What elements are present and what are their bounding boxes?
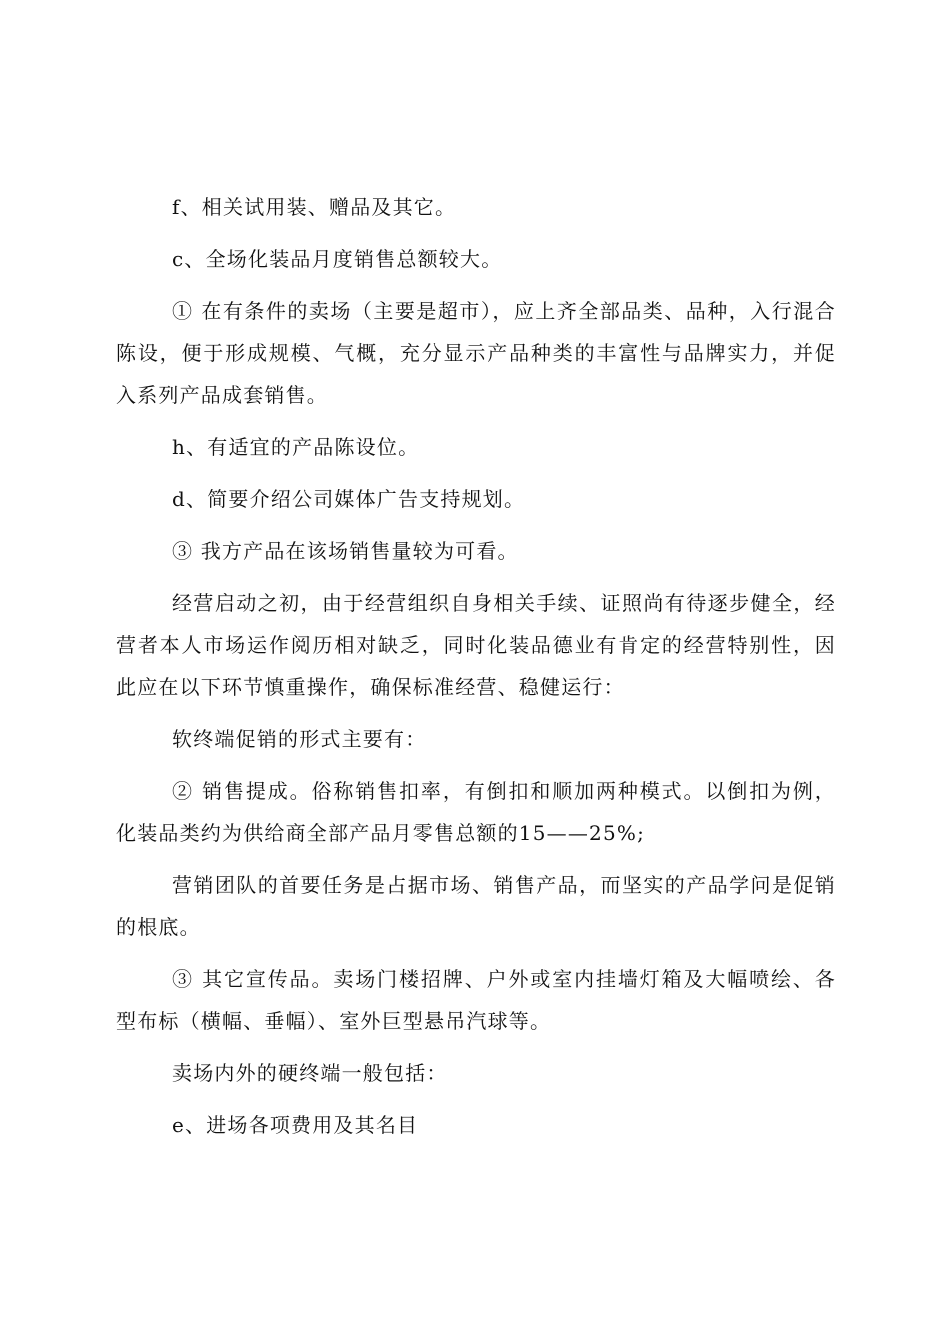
- paragraph: 软终端促销的形式主要有：: [172, 727, 427, 751]
- paragraph: e、进场各项费用及其名目: [172, 1113, 419, 1137]
- paragraph: d、简要介绍公司媒体广告支持规划。: [172, 487, 526, 511]
- paragraph: f、相关试用装、赠品及其它。: [172, 195, 457, 219]
- paragraph: h、有适宜的产品陈设位。: [172, 435, 420, 459]
- document-body: [116, 186, 836, 1156]
- paragraph: ② 销售提成。俗称销售扣率，有倒扣和顺加两种模式。以倒扣为例，化装品类约为供给商全部产品月零售总额的15——25%;: [116, 779, 836, 845]
- paragraph: 经营启动之初，由于经营组织自身相关手续、证照尚有待逐步健全，经营者本人市场运作阅历相对缺乏，同时化装品德业有肯定的经营特别性，因此应在以下环节慎重操作，确保标准经营、稳健运行：: [116, 591, 836, 699]
- paragraph: ③ 我方产品在该场销售量较为可看。: [172, 539, 519, 563]
- paragraph: c、全场化装品月度销售总额较大。: [172, 247, 503, 271]
- paragraph: 卖场内外的硬终端一般包括：: [172, 1061, 448, 1085]
- paragraph: ③ 其它宣传品。卖场门楼招牌、户外或室内挂墙灯箱及大幅喷绘、各型布标（横幅、垂幅）、室外巨型悬吊汽球等。: [116, 967, 836, 1033]
- paragraph: 营销团队的首要任务是占据市场、销售产品，而坚实的产品学问是促销的根底。: [116, 873, 836, 939]
- paragraph: ① 在有条件的卖场（主要是超市），应上齐全部品类、品种，入行混合陈设，便于形成规模、气概，充分显示产品种类的丰富性与品牌实力，并促入系列产品成套销售。: [116, 299, 836, 407]
